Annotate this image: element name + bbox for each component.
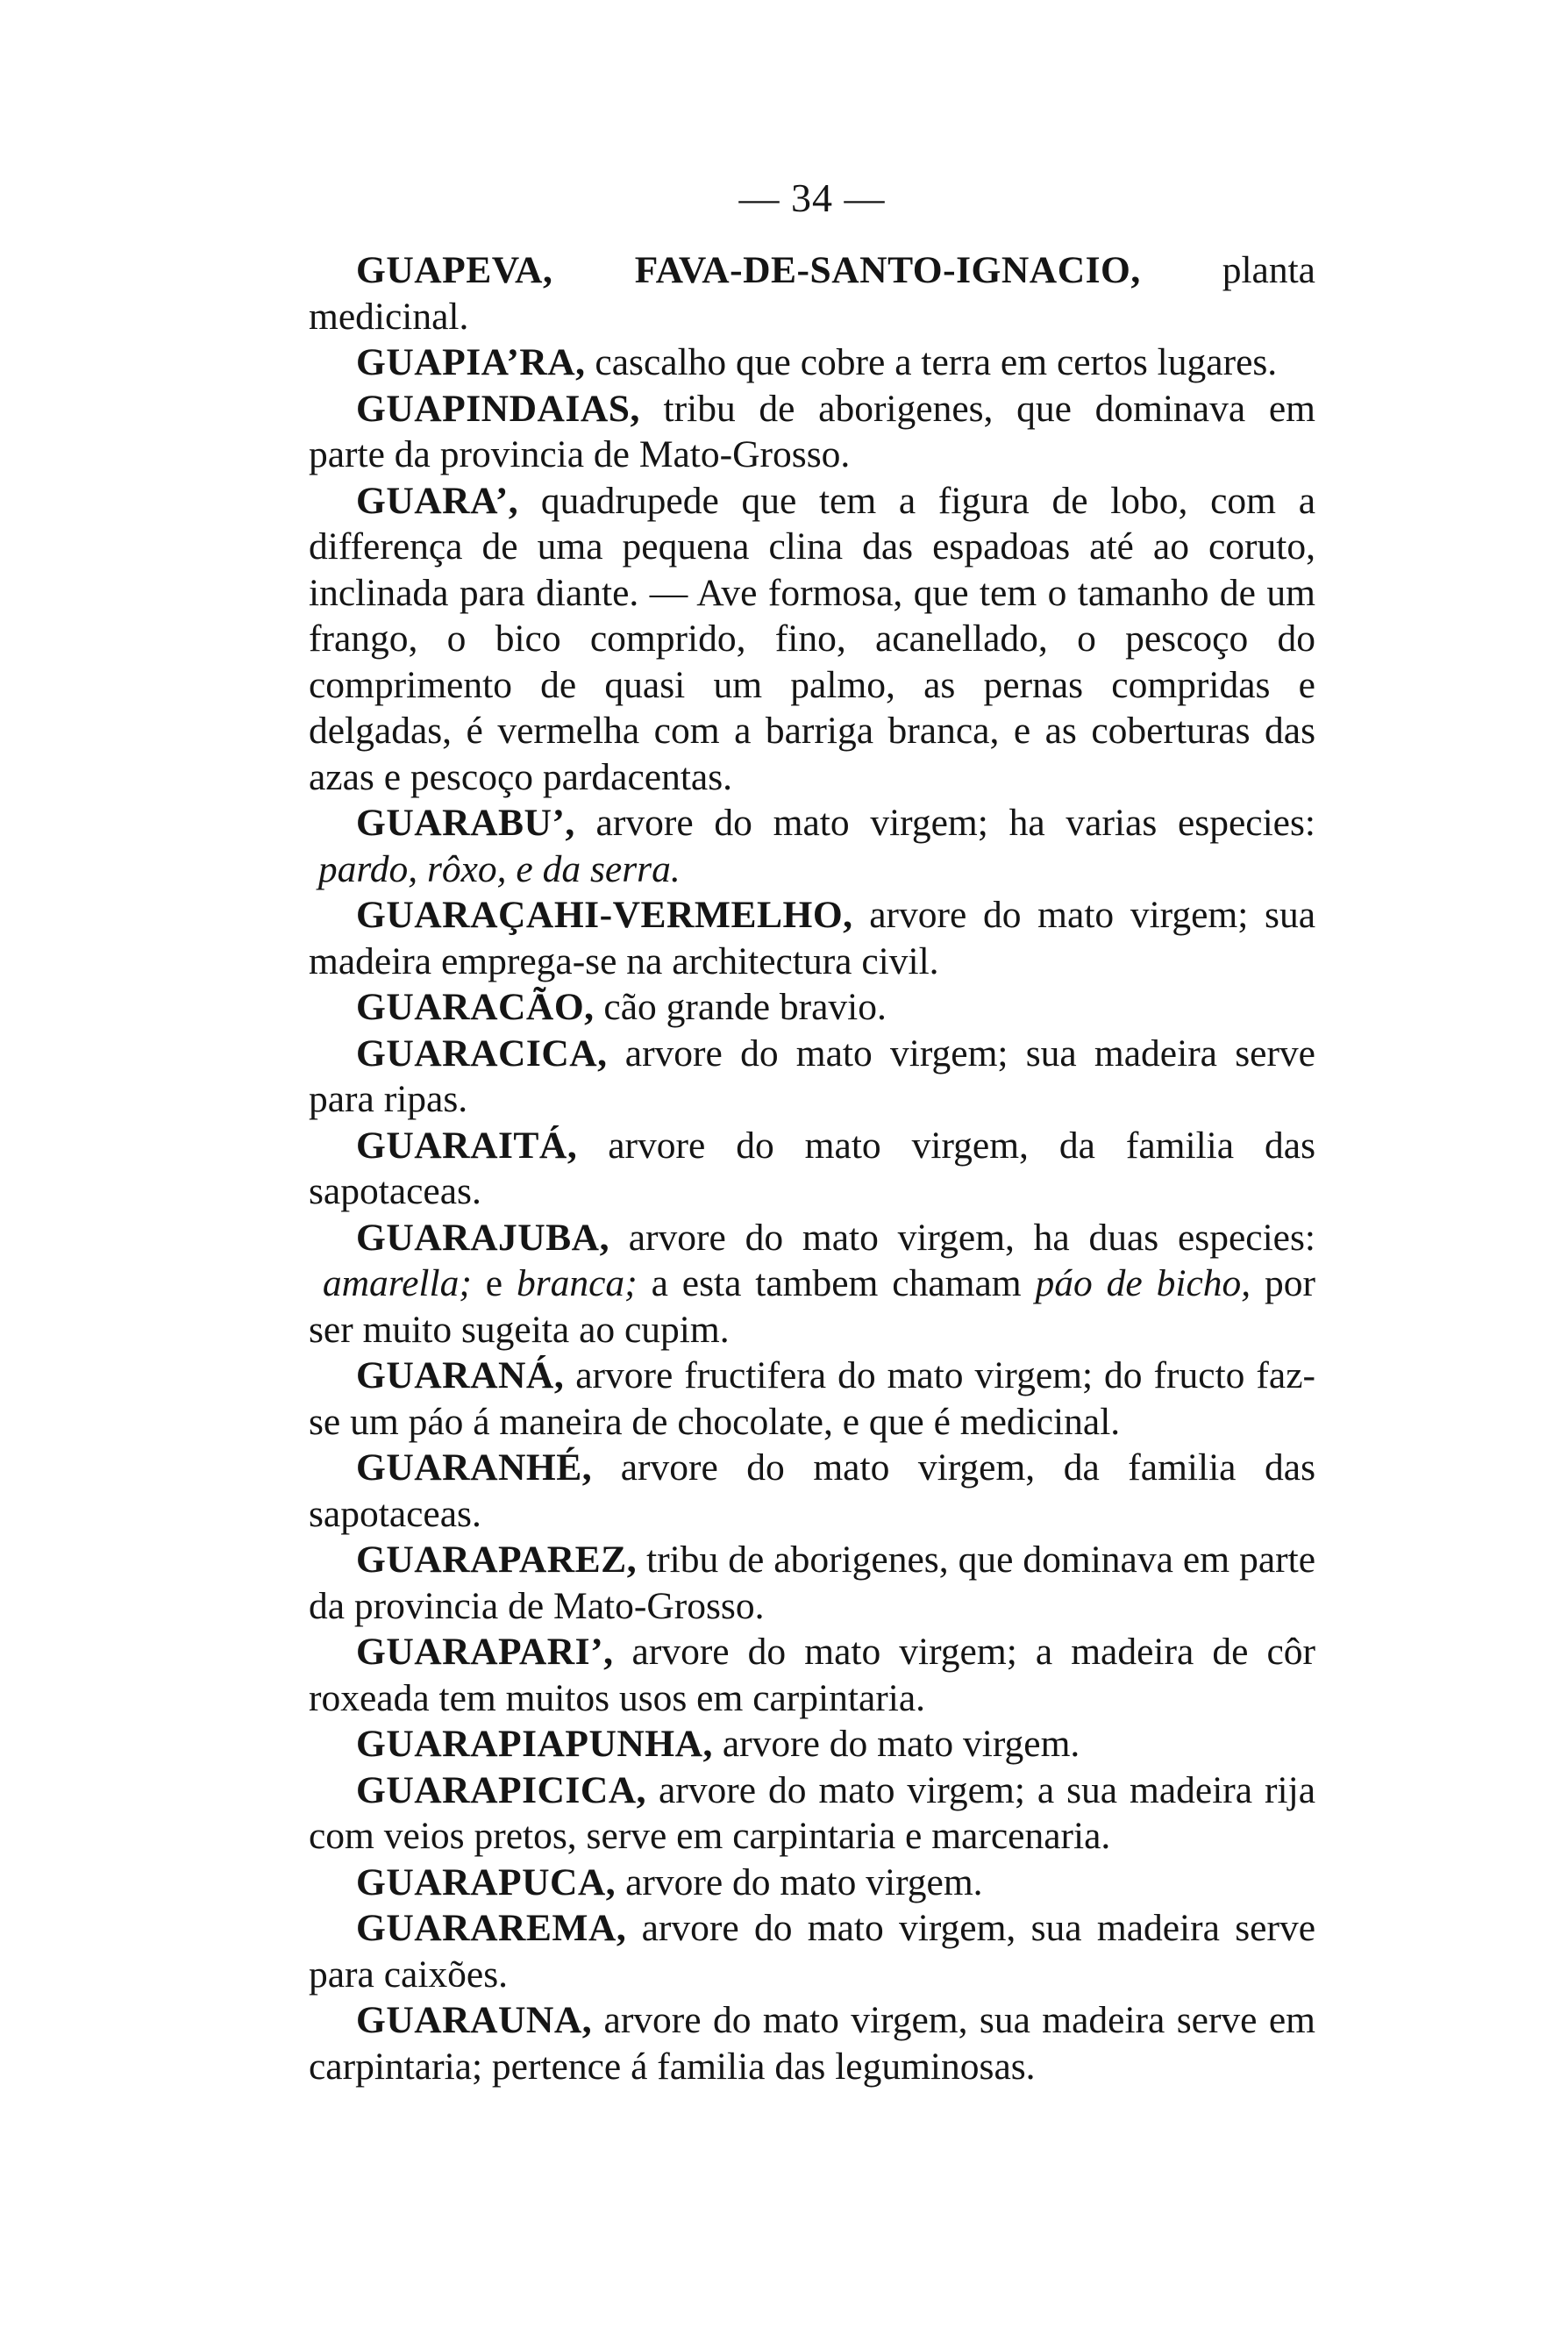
entry-guarajuba: [309, 1215, 1315, 1353]
definition-italic: pardo, rôxo, e da serra.: [317, 847, 681, 890]
headword: GUARAITÁ,: [356, 1124, 578, 1167]
dictionary-page: [309, 174, 1315, 2089]
definition: arvore do mato virgem; a sua madeira rija com veios pretos, serve em carpintaria e marcenaria.: [309, 1768, 1316, 1857]
headword: GUARAREMA,: [356, 1907, 627, 1949]
headword: GUARACICA,: [356, 1032, 608, 1075]
definition: arvore do mato virgem; sua madeira serve para ripas.: [309, 1032, 1315, 1120]
headword: GUAPEVA, FAVA-DE-SANTO-IGNACIO,: [356, 249, 1141, 291]
headword: GUARA’,: [356, 479, 519, 522]
entry-guaraparez: [309, 1537, 1315, 1629]
definition-italic: amarella;: [322, 1262, 472, 1304]
definition: planta medicinal.: [309, 249, 1315, 338]
page-number: — 34 —: [738, 175, 886, 220]
definition: cascalho que cobre a terra em certos lugares.: [595, 341, 1278, 383]
entry-guaraita: [309, 1123, 1315, 1215]
entry-guapiara: [309, 339, 1315, 386]
headword: GUAPINDAIAS,: [356, 387, 640, 430]
entry-guarana: [309, 1353, 1315, 1445]
entry-guapeva: [309, 247, 1315, 339]
definition: tribu de aborigenes, que dominava em parte da provincia de Mato-Grosso.: [309, 387, 1316, 475]
entry-guarabu: [309, 800, 1315, 892]
definition: arvore do mato virgem, ha duas especies:: [628, 1216, 1315, 1259]
entry-guarapari: [309, 1629, 1315, 1721]
definition-italic: páo de bicho,: [1035, 1262, 1251, 1304]
definition: arvore fructifera do mato virgem; do fructo faz-se um páo á maneira de chocolate, e que é medicinal.: [309, 1354, 1315, 1443]
entry-guarapuca: [309, 1860, 1315, 1906]
headword: GUARAPARI’,: [356, 1631, 614, 1673]
entry-guararema: [309, 1905, 1315, 1997]
headword: GUARAUNA,: [356, 1999, 593, 2041]
entry-guarauna: [309, 1997, 1315, 2089]
headword: GUARACÃO,: [356, 986, 595, 1028]
headword: GUAPIA’RA,: [356, 341, 586, 383]
definition: arvore do mato virgem; sua madeira emprega-se na architectura civil.: [309, 894, 1315, 982]
entry-guapindaias: [309, 386, 1315, 478]
definition: arvore do mato virgem, da familia das sapotaceas.: [309, 1124, 1315, 1212]
entry-guaracao: [309, 984, 1315, 1031]
definition: quadrupede que tem a figura de lobo, com a differença de uma pequena clina das espadoas até ao coruto, inclinada para diante. — Ave formosa, que tem o tamanho de um frango, o bico comprido, fino, acanellado, o pescoço do comprimento de quasi um palmo, as pernas compridas e delgadas, é vermelha com a barriga branca, e as coberturas das azas e pescoço pardacentas.: [309, 479, 1315, 798]
headword: GUARAPIAPUNHA,: [356, 1723, 713, 1765]
headword: GUARABU’,: [356, 802, 575, 844]
definition: arvore do mato virgem, sua madeira serve em carpintaria; pertence á familia das leguminosas.: [309, 1999, 1316, 2088]
definition: arvore do mato virgem; a madeira de côr roxeada tem muitos usos em carpintaria.: [309, 1631, 1315, 1719]
headword: GUARAJUBA,: [356, 1216, 609, 1259]
definition-part: e: [485, 1262, 503, 1304]
entry-guaranhe: [309, 1445, 1315, 1537]
definition: arvore do mato virgem; ha varias especies:: [595, 802, 1316, 844]
definition: arvore do mato virgem, sua madeira serve para caixões.: [309, 1907, 1316, 1996]
entry-guaracahi-vermelho: [309, 892, 1315, 984]
headword: GUARAPICICA,: [356, 1768, 647, 1811]
entry-guarapicica: [309, 1767, 1315, 1860]
headword: GUARAPAREZ,: [356, 1539, 638, 1581]
headword: GUARANÁ,: [356, 1354, 565, 1396]
entry-guaracica: [309, 1031, 1315, 1123]
entry-guara: [309, 478, 1315, 801]
entry-guarapiapunha: [309, 1721, 1315, 1767]
definition: arvore do mato virgem, da familia das sapotaceas.: [309, 1446, 1316, 1535]
definition-part: a esta tambem chamam: [651, 1262, 1022, 1304]
definition: arvore do mato virgem.: [625, 1860, 983, 1903]
headword: GUARANHÉ,: [356, 1446, 593, 1489]
definition: arvore do mato virgem.: [722, 1723, 1080, 1765]
definition: cão grande bravio.: [603, 986, 887, 1028]
definition-part: por ser muito sugeita ao cupim.: [309, 1262, 1316, 1351]
definition-italic: branca;: [516, 1262, 638, 1304]
headword: GUARAPUCA,: [356, 1860, 617, 1903]
definition: tribu de aborigenes, que dominava em parte da provincia de Mato-Grosso.: [309, 1539, 1315, 1627]
headword: GUARAÇAHI-VERMELHO,: [356, 894, 853, 936]
